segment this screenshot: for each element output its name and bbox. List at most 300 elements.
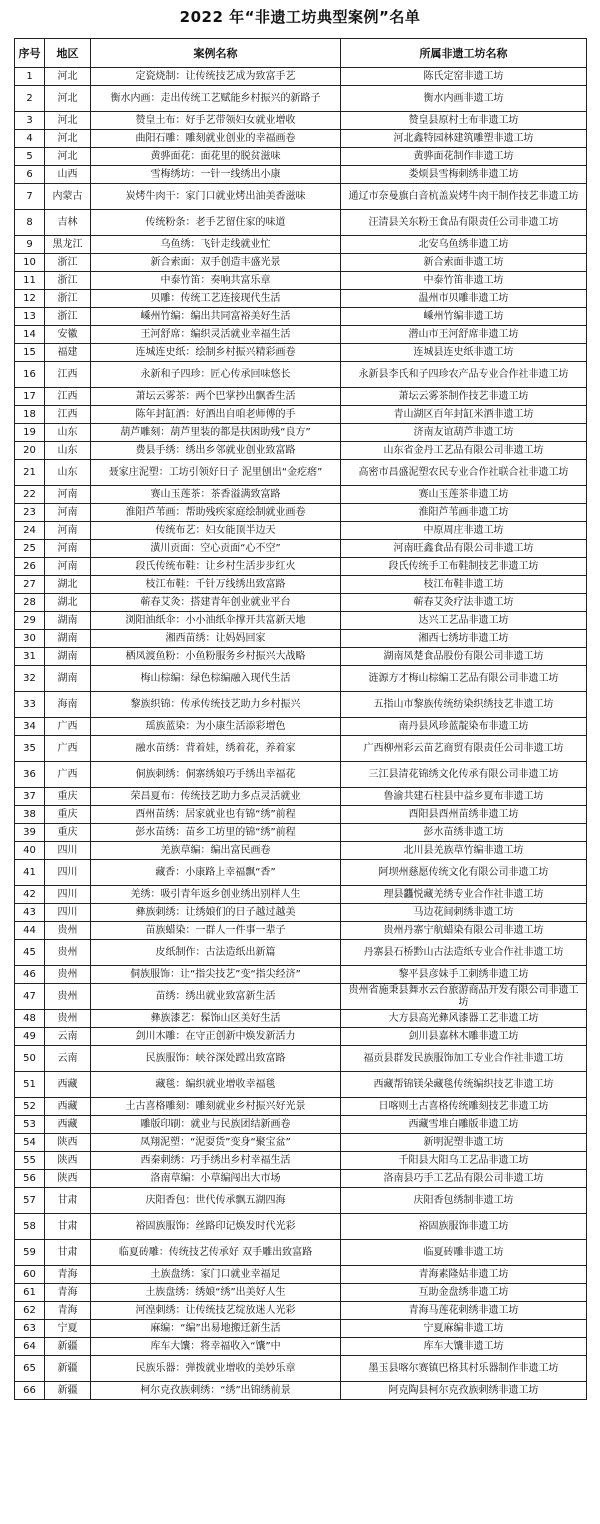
row-region: 山东 <box>45 442 91 460</box>
table-row <box>15 406 587 424</box>
row-number: 8 <box>15 210 45 236</box>
row-number: 62 <box>15 1302 45 1320</box>
row-case-name: 传统布艺：妇女能顶半边天 <box>91 522 341 540</box>
row-number: 55 <box>15 1152 45 1170</box>
row-case-name: 梅山棕编：绿色棕编融入现代生活 <box>91 666 341 692</box>
row-workshop-name: 马边花间刺绣非遗工坊 <box>341 904 587 922</box>
row-number: 46 <box>15 966 45 984</box>
row-region: 重庆 <box>45 806 91 824</box>
row-workshop-name: 高密市昌盛泥塑农民专业合作社联合社非遗工坊 <box>341 460 587 486</box>
row-case-name: 定瓷烧制：让传统技艺成为致富手艺 <box>91 68 341 86</box>
table-row <box>15 1214 587 1240</box>
row-region: 山东 <box>45 424 91 442</box>
row-region: 广西 <box>45 718 91 736</box>
row-number: 47 <box>15 984 45 1010</box>
row-region: 浙江 <box>45 308 91 326</box>
row-workshop-name: 青山湖区百年封缸米酒非遗工坊 <box>341 406 587 424</box>
table-row <box>15 860 587 886</box>
row-case-name: 赛山玉莲茶：茶香溢满致富路 <box>91 486 341 504</box>
row-case-name: 河湟刺绣：让传统技艺绽放迷人光彩 <box>91 1302 341 1320</box>
row-case-name: 麻编：“编”出易地搬迁新生活 <box>91 1320 341 1338</box>
row-workshop-name: 淮阳芦苇画非遗工坊 <box>341 504 587 522</box>
row-case-name: 潢川贡面：空心贡面“心不空” <box>91 540 341 558</box>
table-row <box>15 1152 587 1170</box>
row-workshop-name: 济南友谊葫芦非遗工坊 <box>341 424 587 442</box>
row-workshop-name: 娄烦县雪梅刺绣非遗工坊 <box>341 166 587 184</box>
row-case-name: 黎族织锦：传承传统技艺助力乡村振兴 <box>91 692 341 718</box>
row-region: 山西 <box>45 166 91 184</box>
row-case-name: 羌族草编：编出富民画卷 <box>91 842 341 860</box>
row-workshop-name: 西藏帮锦镁朵藏毯传统编织技艺非遗工坊 <box>341 1072 587 1098</box>
row-case-name: 湘西苗绣：让妈妈回家 <box>91 630 341 648</box>
row-region: 河南 <box>45 504 91 522</box>
row-case-name: 嵊州竹编：编出共同富裕美好生活 <box>91 308 341 326</box>
row-case-name: 凤翔泥塑：“泥耍货”变身“聚宝盆” <box>91 1134 341 1152</box>
row-region: 贵州 <box>45 1010 91 1028</box>
table-row <box>15 648 587 666</box>
table-row <box>15 1266 587 1284</box>
row-workshop-name: 达兴工艺品非遗工坊 <box>341 612 587 630</box>
row-case-name: 苗绣：绣出就业致富新生活 <box>91 984 341 1010</box>
row-case-name: 藏毯：编织就业增收幸福毯 <box>91 1072 341 1098</box>
row-region: 河南 <box>45 486 91 504</box>
row-number: 24 <box>15 522 45 540</box>
row-case-name: 土古喜格雕刻：雕刻就业乡村振兴好光景 <box>91 1098 341 1116</box>
table-row <box>15 1188 587 1214</box>
row-region: 湖南 <box>45 612 91 630</box>
row-number: 5 <box>15 148 45 166</box>
table-row <box>15 486 587 504</box>
row-number: 4 <box>15 130 45 148</box>
row-case-name: 融水苗绣：背着娃，绣着花，养着家 <box>91 736 341 762</box>
row-workshop-name: 汪清县关东粉王食品有限责任公司非遗工坊 <box>341 210 587 236</box>
row-region: 陕西 <box>45 1152 91 1170</box>
row-region: 青海 <box>45 1302 91 1320</box>
table-row <box>15 788 587 806</box>
row-number: 2 <box>15 86 45 112</box>
header-workshop: 所属非遗工坊名称 <box>341 39 587 68</box>
table-row <box>15 630 587 648</box>
row-number: 37 <box>15 788 45 806</box>
table-body <box>15 68 587 1400</box>
row-case-name: 连城连史纸：绘制乡村振兴精彩画卷 <box>91 344 341 362</box>
row-region: 湖南 <box>45 648 91 666</box>
row-region: 河北 <box>45 68 91 86</box>
table-row <box>15 1046 587 1072</box>
row-workshop-name: 陈氏定窑非遗工坊 <box>341 68 587 86</box>
row-case-name: 民族服饰：峡谷深处蹚出致富路 <box>91 1046 341 1072</box>
row-case-name: 剑川木雕：在守正创新中焕发新活力 <box>91 1028 341 1046</box>
row-case-name: 栖凤渡鱼粉：小鱼粉服务乡村振兴大战略 <box>91 648 341 666</box>
row-workshop-name: 中泰竹笛非遗工坊 <box>341 272 587 290</box>
row-number: 57 <box>15 1188 45 1214</box>
row-region: 贵州 <box>45 984 91 1010</box>
row-region: 四川 <box>45 842 91 860</box>
table-row <box>15 984 587 1010</box>
table-row <box>15 236 587 254</box>
row-region: 海南 <box>45 692 91 718</box>
row-region: 甘肃 <box>45 1214 91 1240</box>
table-row <box>15 290 587 308</box>
row-case-name: 酉州苗绣：居家就业也有锦“绣”前程 <box>91 806 341 824</box>
row-workshop-name: 温州市贝雕非遗工坊 <box>341 290 587 308</box>
table-row <box>15 922 587 940</box>
row-case-name: 藏香：小康路上幸福飘“香” <box>91 860 341 886</box>
row-workshop-name: 萧坛云雾茶制作技艺非遗工坊 <box>341 388 587 406</box>
row-region: 新疆 <box>45 1382 91 1400</box>
row-region: 吉林 <box>45 210 91 236</box>
table-row <box>15 1382 587 1400</box>
row-case-name: 彝族漆艺：髹饰山区美好生活 <box>91 1010 341 1028</box>
row-workshop-name: 裕固族服饰非遗工坊 <box>341 1214 587 1240</box>
row-case-name: 聂家庄泥塑：工坊引领好日子 泥里刨出“金疙瘩” <box>91 460 341 486</box>
row-workshop-name: 赛山玉莲茶非遗工坊 <box>341 486 587 504</box>
row-region: 湖北 <box>45 594 91 612</box>
row-number: 23 <box>15 504 45 522</box>
row-case-name: 黄骅面花：面花里的脱贫滋味 <box>91 148 341 166</box>
row-case-name: 土族盘绣：绣娘“绣”出美好人生 <box>91 1284 341 1302</box>
row-number: 20 <box>15 442 45 460</box>
table-row <box>15 1098 587 1116</box>
row-number: 52 <box>15 1098 45 1116</box>
row-workshop-name: 北安乌鱼绣非遗工坊 <box>341 236 587 254</box>
row-workshop-name: 广西柳州彩云苗艺商贸有限责任公司非遗工坊 <box>341 736 587 762</box>
table-row <box>15 184 587 210</box>
table-row <box>15 1072 587 1098</box>
row-region: 重庆 <box>45 824 91 842</box>
row-workshop-name: 枝江布鞋非遗工坊 <box>341 576 587 594</box>
row-region: 新疆 <box>45 1356 91 1382</box>
row-workshop-name: 蕲春艾灸疗法非遗工坊 <box>341 594 587 612</box>
header-region: 地区 <box>45 39 91 68</box>
row-number: 66 <box>15 1382 45 1400</box>
row-workshop-name: 河北鑫特园林建筑雕塑非遗工坊 <box>341 130 587 148</box>
row-number: 28 <box>15 594 45 612</box>
row-region: 贵州 <box>45 966 91 984</box>
row-workshop-name: 西藏雪堆白雕版非遗工坊 <box>341 1116 587 1134</box>
row-case-name: 瑶族蓝染：为小康生活添彩增色 <box>91 718 341 736</box>
table-row <box>15 254 587 272</box>
row-workshop-name: 洛南县巧手工艺品有限公司非遗工坊 <box>341 1170 587 1188</box>
row-number: 30 <box>15 630 45 648</box>
row-number: 50 <box>15 1046 45 1072</box>
row-region: 宁夏 <box>45 1320 91 1338</box>
row-case-name: 贝雕：传统工艺连接现代生活 <box>91 290 341 308</box>
row-case-name: 衡水内画：走出传统工艺赋能乡村振兴的新路子 <box>91 86 341 112</box>
row-workshop-name: 日喀则土古喜格传统雕刻技艺非遗工坊 <box>341 1098 587 1116</box>
row-case-name: 淮阳芦苇画：帮助残疾家庭绘制就业画卷 <box>91 504 341 522</box>
row-number: 21 <box>15 460 45 486</box>
row-workshop-name: 庆阳香包绣制非遗工坊 <box>341 1188 587 1214</box>
row-number: 53 <box>15 1116 45 1134</box>
row-number: 44 <box>15 922 45 940</box>
row-workshop-name: 互助金盘绣非遗工坊 <box>341 1284 587 1302</box>
row-region: 河南 <box>45 540 91 558</box>
table-row <box>15 1116 587 1134</box>
row-region: 西藏 <box>45 1098 91 1116</box>
row-case-name: 赞皇土布：好手艺带领妇女就业增收 <box>91 112 341 130</box>
row-case-name: 炭烤牛肉干：家门口就业烤出油美香滋味 <box>91 184 341 210</box>
row-case-name: 裕固族服饰：丝路印记焕发时代光彩 <box>91 1214 341 1240</box>
row-case-name: 传统粉条：老手艺留住家的味道 <box>91 210 341 236</box>
row-region: 江西 <box>45 362 91 388</box>
row-region: 西藏 <box>45 1072 91 1098</box>
row-number: 54 <box>15 1134 45 1152</box>
row-case-name: 苗族蜡染：一群人一件事一辈子 <box>91 922 341 940</box>
row-case-name: 蕲春艾灸：搭建青年创业就业平台 <box>91 594 341 612</box>
row-workshop-name: 段氏传统手工布鞋制技艺非遗工坊 <box>341 558 587 576</box>
table-row <box>15 1028 587 1046</box>
row-workshop-name: 丹寨县石桥黔山古法造纸专业合作社非遗工坊 <box>341 940 587 966</box>
row-workshop-name: 五指山市黎族传统纺染织绣技艺非遗工坊 <box>341 692 587 718</box>
row-case-name: 西秦刺绣：巧手绣出乡村幸福生活 <box>91 1152 341 1170</box>
row-workshop-name: 赞皇县原村土布非遗工坊 <box>341 112 587 130</box>
row-number: 48 <box>15 1010 45 1028</box>
row-workshop-name: 黄骅面花制作非遗工坊 <box>341 148 587 166</box>
row-workshop-name: 剑川县嘉林木雕非遗工坊 <box>341 1028 587 1046</box>
row-region: 甘肃 <box>45 1240 91 1266</box>
row-workshop-name: 千阳县大阳乌工艺品非遗工坊 <box>341 1152 587 1170</box>
table-row <box>15 886 587 904</box>
row-number: 1 <box>15 68 45 86</box>
row-region: 青海 <box>45 1284 91 1302</box>
row-number: 25 <box>15 540 45 558</box>
row-number: 40 <box>15 842 45 860</box>
row-number: 38 <box>15 806 45 824</box>
table-row <box>15 576 587 594</box>
row-workshop-name: 临夏砖雕非遗工坊 <box>341 1240 587 1266</box>
row-region: 广西 <box>45 762 91 788</box>
row-workshop-name: 三江县清花锦绣文化传承有限公司非遗工坊 <box>341 762 587 788</box>
row-case-name: 乌鱼绣：飞针走线就业忙 <box>91 236 341 254</box>
row-number: 22 <box>15 486 45 504</box>
table-row <box>15 424 587 442</box>
row-number: 56 <box>15 1170 45 1188</box>
row-number: 33 <box>15 692 45 718</box>
row-number: 63 <box>15 1320 45 1338</box>
table-row <box>15 594 587 612</box>
row-case-name: 柯尔克孜族刺绣：“绣”出锦绣前景 <box>91 1382 341 1400</box>
row-case-name: 侗族刺绣：侗寨绣娘巧手绣出幸福花 <box>91 762 341 788</box>
row-number: 58 <box>15 1214 45 1240</box>
header-no: 序号 <box>15 39 45 68</box>
row-region: 陕西 <box>45 1134 91 1152</box>
row-number: 17 <box>15 388 45 406</box>
row-workshop-name: 衡水内画非遗工坊 <box>341 86 587 112</box>
table-row <box>15 824 587 842</box>
row-case-name: 中泰竹笛：奏响共富乐章 <box>91 272 341 290</box>
row-case-name: 段氏传统布鞋：让乡村生活步步红火 <box>91 558 341 576</box>
row-number: 60 <box>15 1266 45 1284</box>
row-case-name: 庆阳香包：世代传承飘五湖四海 <box>91 1188 341 1214</box>
table-row <box>15 1284 587 1302</box>
row-number: 35 <box>15 736 45 762</box>
table-row <box>15 1338 587 1356</box>
row-number: 59 <box>15 1240 45 1266</box>
row-workshop-name: 大方县高光彝风漆器工艺非遗工坊 <box>341 1010 587 1028</box>
row-case-name: 永新和子四珍：匠心传承回味悠长 <box>91 362 341 388</box>
row-number: 42 <box>15 886 45 904</box>
table-row <box>15 148 587 166</box>
row-region: 四川 <box>45 904 91 922</box>
row-number: 16 <box>15 362 45 388</box>
row-workshop-name: 阿坝州慈愿传统文化有限公司非遗工坊 <box>341 860 587 886</box>
row-case-name: 萧坛云雾茶：两个巴掌抄出飘香生活 <box>91 388 341 406</box>
row-number: 3 <box>15 112 45 130</box>
row-number: 31 <box>15 648 45 666</box>
row-case-name: 临夏砖雕：传统技艺传承好 双手雕出致富路 <box>91 1240 341 1266</box>
row-case-name: 民族乐器：弹拨就业增收的美妙乐章 <box>91 1356 341 1382</box>
row-case-name: 彝族刺绣：让绣娘们的日子越过越美 <box>91 904 341 922</box>
table-row <box>15 362 587 388</box>
table-row <box>15 344 587 362</box>
table-row <box>15 904 587 922</box>
row-case-name: 土族盘绣：家门口就业幸福足 <box>91 1266 341 1284</box>
table-row <box>15 966 587 984</box>
row-region: 河北 <box>45 148 91 166</box>
row-workshop-name: 青海素隆姑非遗工坊 <box>341 1266 587 1284</box>
row-region: 河南 <box>45 558 91 576</box>
row-workshop-name: 宁夏麻编非遗工坊 <box>341 1320 587 1338</box>
row-region: 河北 <box>45 112 91 130</box>
row-number: 11 <box>15 272 45 290</box>
row-case-name: 羌绣：吸引青年返乡创业绣出别样人生 <box>91 886 341 904</box>
row-workshop-name: 北川县羌族草竹编非遗工坊 <box>341 842 587 860</box>
row-case-name: 雕版印刷：就业与民族团结新画卷 <box>91 1116 341 1134</box>
row-number: 32 <box>15 666 45 692</box>
table-row <box>15 112 587 130</box>
row-number: 61 <box>15 1284 45 1302</box>
row-region: 广西 <box>45 736 91 762</box>
row-number: 64 <box>15 1338 45 1356</box>
table-row <box>15 540 587 558</box>
row-workshop-name: 嵊州竹编非遗工坊 <box>341 308 587 326</box>
row-number: 65 <box>15 1356 45 1382</box>
table-row <box>15 1010 587 1028</box>
row-workshop-name: 鲁渝共建石柱县中益乡夏布非遗工坊 <box>341 788 587 806</box>
table-row <box>15 806 587 824</box>
row-number: 10 <box>15 254 45 272</box>
table-header-row <box>15 39 587 68</box>
row-number: 19 <box>15 424 45 442</box>
row-number: 49 <box>15 1028 45 1046</box>
table-row <box>15 522 587 540</box>
row-workshop-name: 南丹县风珍蓝靛染布非遗工坊 <box>341 718 587 736</box>
row-case-name: 皮纸制作：古法造纸出新篇 <box>91 940 341 966</box>
table-row <box>15 666 587 692</box>
row-workshop-name: 贵州丹寨宁航蜡染有限公司非遗工坊 <box>341 922 587 940</box>
row-region: 浙江 <box>45 254 91 272</box>
row-workshop-name: 彭水苗绣非遗工坊 <box>341 824 587 842</box>
row-workshop-name: 涟源方才梅山棕编工艺品有限公司非遗工坊 <box>341 666 587 692</box>
case-list-table <box>14 38 587 1400</box>
table-row <box>15 504 587 522</box>
row-number: 14 <box>15 326 45 344</box>
row-region: 浙江 <box>45 290 91 308</box>
table-row <box>15 1302 587 1320</box>
row-region: 四川 <box>45 860 91 886</box>
table-row <box>15 692 587 718</box>
header-case: 案例名称 <box>91 39 341 68</box>
table-row <box>15 940 587 966</box>
row-region: 湖南 <box>45 666 91 692</box>
row-number: 27 <box>15 576 45 594</box>
row-number: 45 <box>15 940 45 966</box>
table-row <box>15 1134 587 1152</box>
row-workshop-name: 河南旺鑫食品有限公司非遗工坊 <box>341 540 587 558</box>
row-region: 江西 <box>45 388 91 406</box>
row-region: 河南 <box>45 522 91 540</box>
row-workshop-name: 连城县连史纸非遗工坊 <box>341 344 587 362</box>
row-region: 贵州 <box>45 940 91 966</box>
row-region: 山东 <box>45 460 91 486</box>
table-row <box>15 612 587 630</box>
table-row <box>15 762 587 788</box>
row-case-name: 枝江布鞋：千针万线绣出致富路 <box>91 576 341 594</box>
row-region: 云南 <box>45 1046 91 1072</box>
row-number: 9 <box>15 236 45 254</box>
row-number: 7 <box>15 184 45 210</box>
row-region: 贵州 <box>45 922 91 940</box>
table-row <box>15 308 587 326</box>
row-region: 浙江 <box>45 272 91 290</box>
row-workshop-name: 通辽市奈曼旗白音杭盖炭烤牛肉干制作技艺非遗工坊 <box>341 184 587 210</box>
row-workshop-name: 湘西七绣坊非遗工坊 <box>341 630 587 648</box>
table-row <box>15 1356 587 1382</box>
row-number: 43 <box>15 904 45 922</box>
row-workshop-name: 阿克陶县柯尔克孜族刺绣非遗工坊 <box>341 1382 587 1400</box>
table-row <box>15 68 587 86</box>
row-workshop-name: 理县龘悦藏羌绣专业合作社非遗工坊 <box>341 886 587 904</box>
row-workshop-name: 湖南凤楚食品股份有限公司非遗工坊 <box>341 648 587 666</box>
row-case-name: 库车大馕：将幸福收入“馕”中 <box>91 1338 341 1356</box>
row-region: 四川 <box>45 886 91 904</box>
table-row <box>15 842 587 860</box>
row-number: 18 <box>15 406 45 424</box>
row-number: 12 <box>15 290 45 308</box>
row-case-name: 费县手绣：绣出乡邻就业创业致富路 <box>91 442 341 460</box>
row-number: 15 <box>15 344 45 362</box>
row-case-name: 新合索面：双手创造丰盛光景 <box>91 254 341 272</box>
table-row <box>15 326 587 344</box>
table-row <box>15 718 587 736</box>
row-number: 6 <box>15 166 45 184</box>
row-workshop-name: 贵州省施秉县舞水云台旅游商品开发有限公司非遗工坊 <box>341 984 587 1010</box>
table-row <box>15 442 587 460</box>
table-row <box>15 86 587 112</box>
row-case-name: 葫芦雕刻：葫芦里装的都是扶困助残“良方” <box>91 424 341 442</box>
row-number: 34 <box>15 718 45 736</box>
row-region: 黑龙江 <box>45 236 91 254</box>
row-number: 51 <box>15 1072 45 1098</box>
row-case-name: 陈年封缸酒：好酒出自咱老师傅的手 <box>91 406 341 424</box>
table-row <box>15 736 587 762</box>
row-workshop-name: 墨玉县喀尔赛镇巴格其村乐器制作非遗工坊 <box>341 1356 587 1382</box>
row-case-name: 雪梅绣坊：一针一线绣出小康 <box>91 166 341 184</box>
row-region: 湖南 <box>45 630 91 648</box>
row-region: 河北 <box>45 86 91 112</box>
row-case-name: 浏阳油纸伞：小小油纸伞撑开共富新天地 <box>91 612 341 630</box>
row-region: 安徽 <box>45 326 91 344</box>
row-region: 陕西 <box>45 1170 91 1188</box>
table-row <box>15 1240 587 1266</box>
row-workshop-name: 酉阳县酉州苗绣非遗工坊 <box>341 806 587 824</box>
table-row <box>15 130 587 148</box>
row-region: 湖北 <box>45 576 91 594</box>
page-title: 2022 年“非遗工坊典型案例”名单 <box>179 8 421 26</box>
row-workshop-name: 新合索面非遗工坊 <box>341 254 587 272</box>
row-region: 河北 <box>45 130 91 148</box>
